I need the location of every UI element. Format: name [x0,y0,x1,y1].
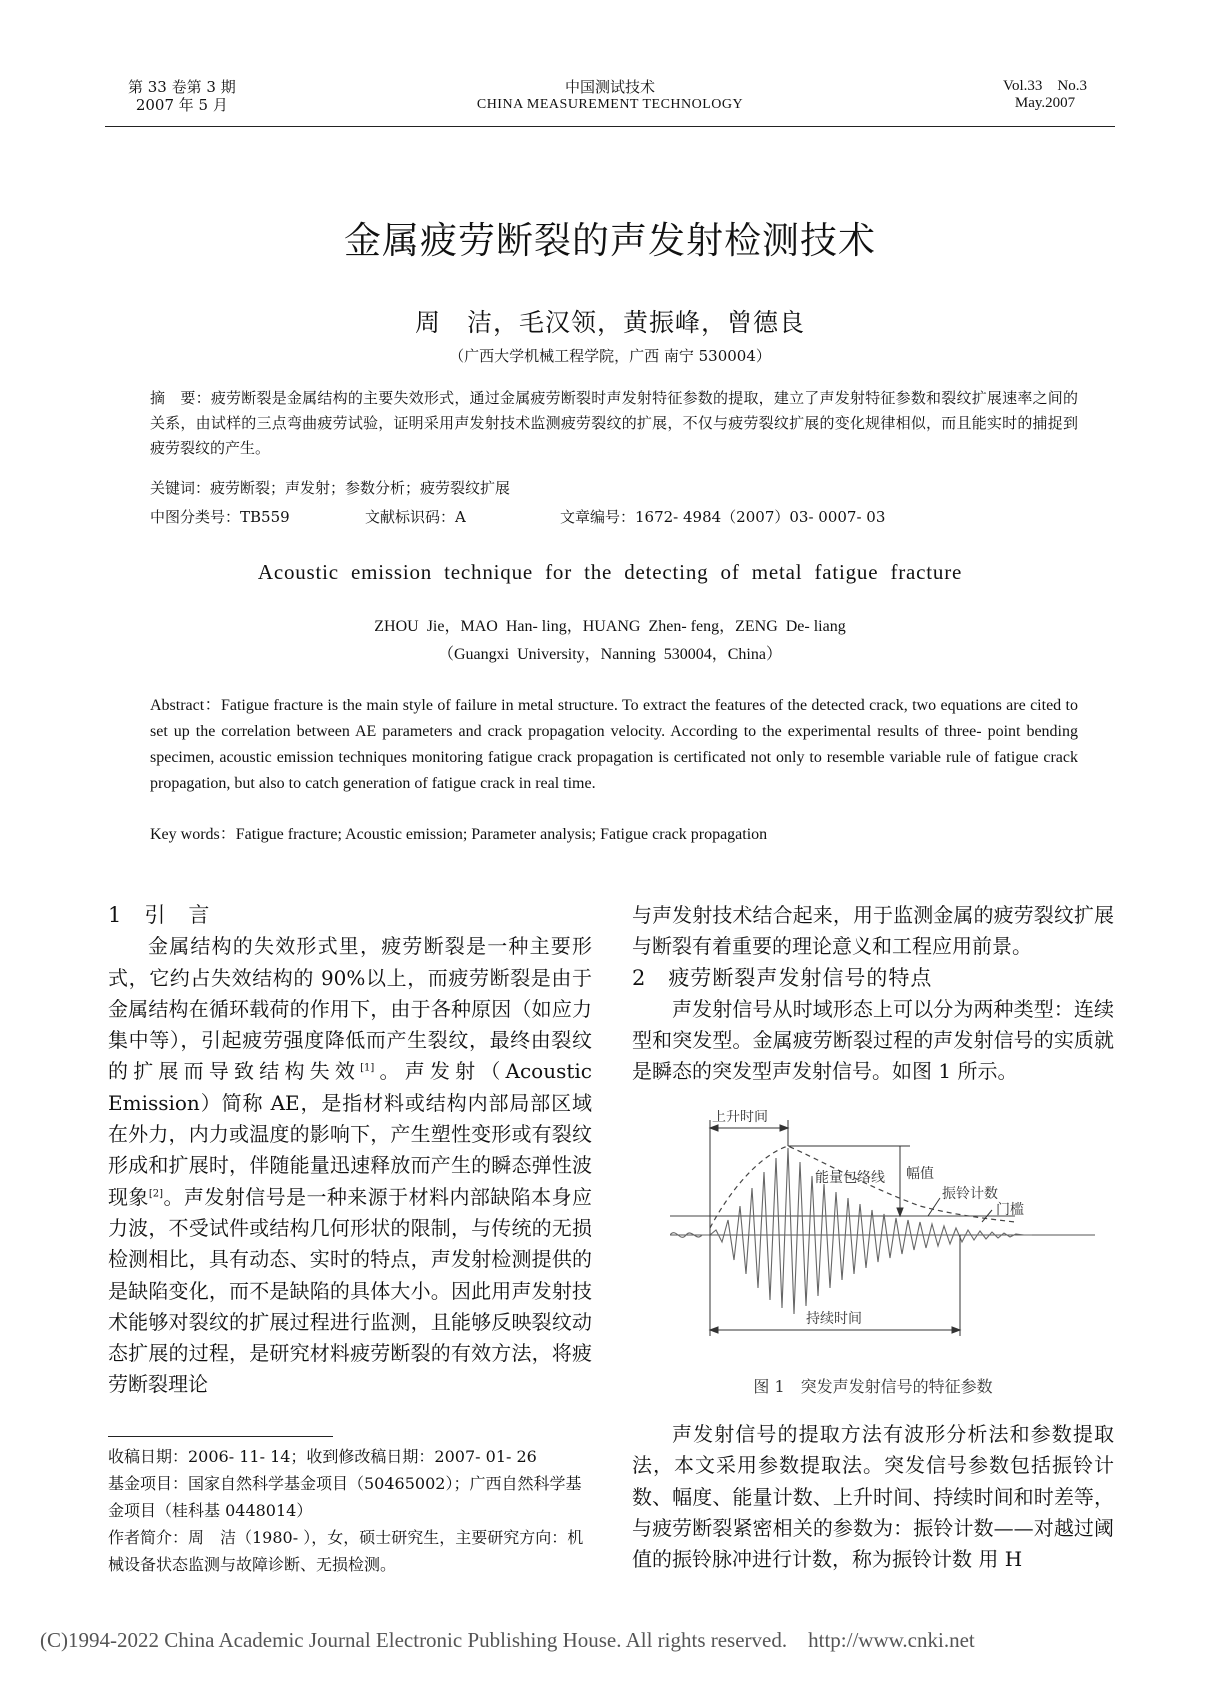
right-column-lower [632,1419,1114,1575]
keywords-cn: 关键词：疲劳断裂；声发射；参数分析；疲劳裂纹扩展 [150,479,511,497]
label-rise-time: 上升时间 [712,1110,768,1125]
right-column [632,900,1114,1088]
figure-1-caption: 图 1 突发声发射信号的特征参数 [753,1377,993,1396]
article-number: 文章编号：1672- 4984（2007）03- 0007- 03 [560,508,886,526]
section1-heading: 1 引 言 [108,903,211,927]
ring-count-pointer [928,1198,940,1216]
journal-cn: 中国测试技术 [564,78,655,96]
section2-paragraph1: 声发射信号从时域形态上可以分为两种类型：连续型和突发型。金属疲劳断裂过程的声发射信号的实质就是瞬态的突发型声发射信号。如图 1 所示。 [632,996,1114,1084]
footnotes [108,1443,592,1578]
paper-authors: 周 洁，毛汉领，黄振峰，曾德良 [414,308,805,337]
footnote-received: 收稿日期：2006- 11- 14；收到修改稿日期：2007- 01- 26 [108,1447,537,1466]
abstract-cn: 摘 要：疲劳断裂是金属结构的主要失效形式，通过金属疲劳断裂时声发射特征参数的提取，建立了声发射特征参数和裂纹扩展速率之间的关系，由试样的三点弯曲疲劳试验，证明采用声发射技术监测疲劳裂纹的扩展，不仅与疲劳裂纹扩展的变化规律相似，而且能实时的捕捉到疲劳裂纹的产生。 [150,389,1078,457]
label-duration: 持续时间 [806,1311,862,1327]
header-issue [128,78,236,114]
ref-2: [2] [148,1188,164,1200]
english-title: Acoustic emission technique for the detecting of metal fatigue fracture [257,560,963,584]
paper-title: 金属疲劳断裂的声发射检测技术 [344,219,876,262]
copyright-footer: (C)1994-2022 China Academic Journal Electronic Publishing House. All rights reserved. http://www.cnki.net [40,1628,975,1652]
header-journal [400,78,820,114]
section1-continuation: 与声发射技术结合起来，用于监测金属的疲劳裂纹扩展与断裂有着重要的理论意义和工程应用前景。 [632,903,1114,959]
left-column [108,900,592,1401]
section1-text-b: 。声发射（Acoustic Emission）简称 AE，是指材料或结构内部局部区域在外力，内力或温度的影响下，产生塑性变形或有裂纹形成和扩展时，伴随能量迅速释放而产生的瞬态弹性波现象 [108,1059,593,1209]
journal-en: CHINA MEASUREMENT TECHNOLOGY [476,97,744,112]
section2-heading: 2 疲劳断裂声发射信号的特点 [632,965,933,990]
date-cn: 2007 年 5 月 [135,96,228,114]
ref-1: [1] [360,1062,375,1074]
issue-cn: 第 33 卷第 3 期 [128,78,236,96]
clc-number: 中图分类号：TB559 [150,508,290,526]
english-authors: ZHOU Jie，MAO Han- ling，HUANG Zhen- feng，ZENG De- liang [374,618,846,635]
english-affiliation: （Guangxi University，Nanning 530004，China） [438,646,782,663]
paper-affiliation: （广西大学机械工程学院，广西 南宁 530004） [449,347,771,365]
header-rule [105,126,1115,127]
figure-1-burst-signal [670,1110,1110,1360]
label-envelope: 能量包络线 [815,1170,885,1186]
vol-en: Vol.33 No.3 [1003,78,1087,94]
label-amplitude: 幅值 [906,1166,934,1182]
english-keywords: Key words：Fatigue fracture; Acoustic emission; Parameter analysis; Fatigue crack propagation [150,826,768,843]
label-ring-count: 振铃计数 [942,1186,998,1202]
section1-text-c: 。声发射信号是一种来源于材料内部缺陷本身应力波，不受试件或结构几何形状的限制，与传统的无损检测相比，具有动态、实时的特点，声发射检测提供的是缺陷变化，而不是缺陷的具体大小。因此用声发射技术能够对裂纹的扩展过程进行监测，且能够反映裂纹动态扩展的过程，是研究材料疲劳断裂的有效方法，将疲劳断裂理论 [108,1184,593,1397]
footnote-author: 作者简介：周 洁（1980- ），女，硕士研究生，主要研究方向：机械设备状态监测与故障诊断、无损检测。 [108,1528,584,1574]
footnote-fund: 基金项目：国家自然科学基金项目（50465002）；广西自然科学基金项目（桂科基 0448014） [108,1474,582,1520]
label-threshold: 门槛 [996,1202,1024,1218]
header-volume [990,78,1100,112]
footnote-rule [108,1436,333,1437]
section2-paragraph2: 声发射信号的提取方法有波形分析法和参数提取法，本文采用参数提取法。突发信号参数包括振铃计数、幅度、能量计数、上升时间、持续时间和时差等，与疲劳断裂紧密相关的参数为：振铃计数——对越过阈值的振铃脉冲进行计数，称为振铃计数 用 H [632,1422,1114,1572]
date-en: May.2007 [1014,95,1076,111]
section1-text-a: 金属结构的失效形式里，疲劳断裂是一种主要形式，它约占失效结构的 90%以上，而疲劳断裂是由于金属结构在循环载荷的作用下，由于各种原因（如应力集中等），引起疲劳强度降低而产生裂纹，最终由裂纹的扩展而导致结构失效 [108,934,592,1084]
section1-paragraph [108,931,592,1400]
english-abstract: Abstract：Fatigue fracture is the main style of failure in metal structure. To extract the features of the detected crack, two equations are cited to set up the correlation between AE parameters and crack propagation velocity. According to the experimental results of three- point bending specimen, acoustic emission techniques monitoring fatigue crack propagation is certificated not only to resemble variable rule of fatigue crack propagation, but also to catch generation of fatigue crack in real time. [150,697,1078,792]
doc-code: 文献标识码：A [365,508,466,526]
